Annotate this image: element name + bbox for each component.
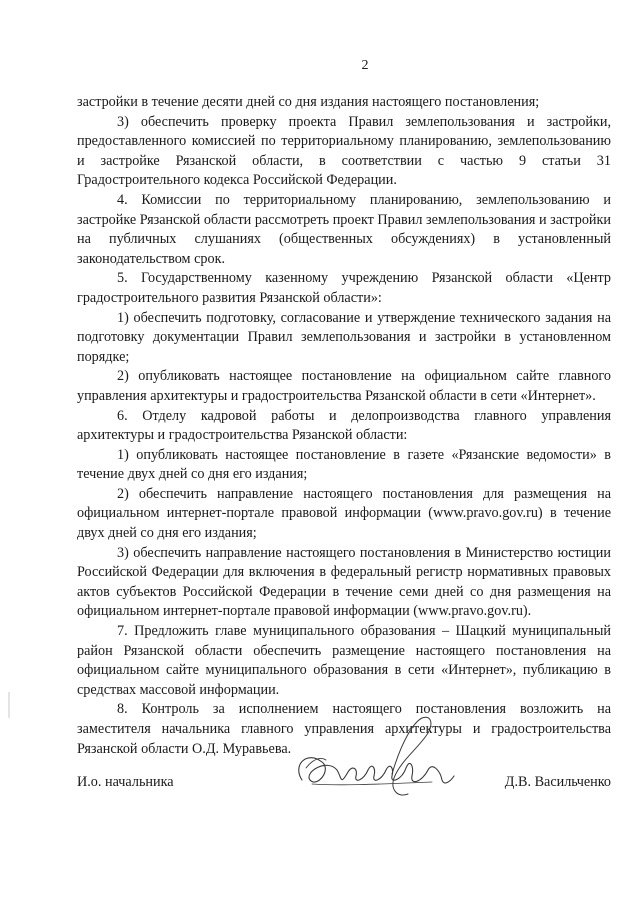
- page-number: 2: [361, 58, 369, 73]
- signatory-title: И.о. начальника: [77, 774, 174, 790]
- signatory-name: Д.В. Васильченко: [504, 774, 611, 790]
- paragraph-item-5: 5. Государственному казенному учреждению Рязанской области «Центр градостроительного развития Рязанской области»:: [77, 270, 611, 306]
- paragraph-item-5-1: 1) обеспечить подготовку, согласование и утверждение технического задания на подготовку документации Правил землепользования и застройки в установленном порядке;: [77, 309, 611, 365]
- paragraph-item-6-1: 1) опубликовать настоящее постановление в газете «Рязанские ведомости» в течение двух дней со дня его издания;: [77, 446, 611, 483]
- document-body: [77, 93, 611, 759]
- paragraph-item-6-3: 3) обеспечить направление настоящего постановления в Министерство юстиции Российской Федерации для включения в федеральный регистр нормативных правовых актов субъектов Российской Федерации в течение семи дней со дня размещения на официальном интернет-портале правовой информации (www.pravo.gov.ru).: [77, 544, 611, 620]
- paragraph-item-8: 8. Контроль за исполнением настоящего постановления возложить на заместителя начальника главного управления архитектуры и градостроительства Рязанской области О.Д. Муравьева.: [77, 701, 611, 757]
- paragraph-item-3: 3) обеспечить проверку проекта Правил землепользования и застройки, предоставленного комиссией по территориальному планированию, землепользованию и застройке Рязанской области, в соответствии с частью 9 статьи 31 Градостроительного кодекса Российской Федерации.: [77, 113, 611, 189]
- paragraph-item-4: 4. Комиссии по территориальному планированию, землепользованию и застройке Рязанской области рассмотреть проект Правил землепользования и застройки на публичных слушаниях (общественных обсуждениях) в установленный законодательством срок.: [77, 191, 611, 267]
- signature-block: [77, 766, 611, 806]
- paragraph-item-6-2: 2) обеспечить направление настоящего постановления для размещения на официальном интернет-портале правовой информации (www.pravo.gov.ru) в течение двух дней со дня его издания;: [77, 485, 611, 542]
- paragraph-item-6: 6. Отделу кадровой работы и делопроизводства главного управления архитектуры и градостроительства Рязанской области:: [77, 407, 611, 444]
- paragraph-item-7: 7. Предложить главе муниципального образования – Шацкий муниципальный район Рязанской области обеспечить размещение настоящего постановления на официальном сайте муниципального образования в сети «Интернет», публикацию в средствах массовой информации.: [77, 623, 611, 698]
- paragraph-continuation: застройки в течение десяти дней со дня издания настоящего постановления;: [77, 94, 540, 110]
- margin-mark: [4, 690, 14, 720]
- handwritten-signature: [282, 710, 472, 810]
- paragraph-item-5-2: 2) опубликовать настоящее постановление на официальном сайте главного управления архитектуры и градостроительства Рязанской области в сети «Интернет».: [77, 368, 611, 404]
